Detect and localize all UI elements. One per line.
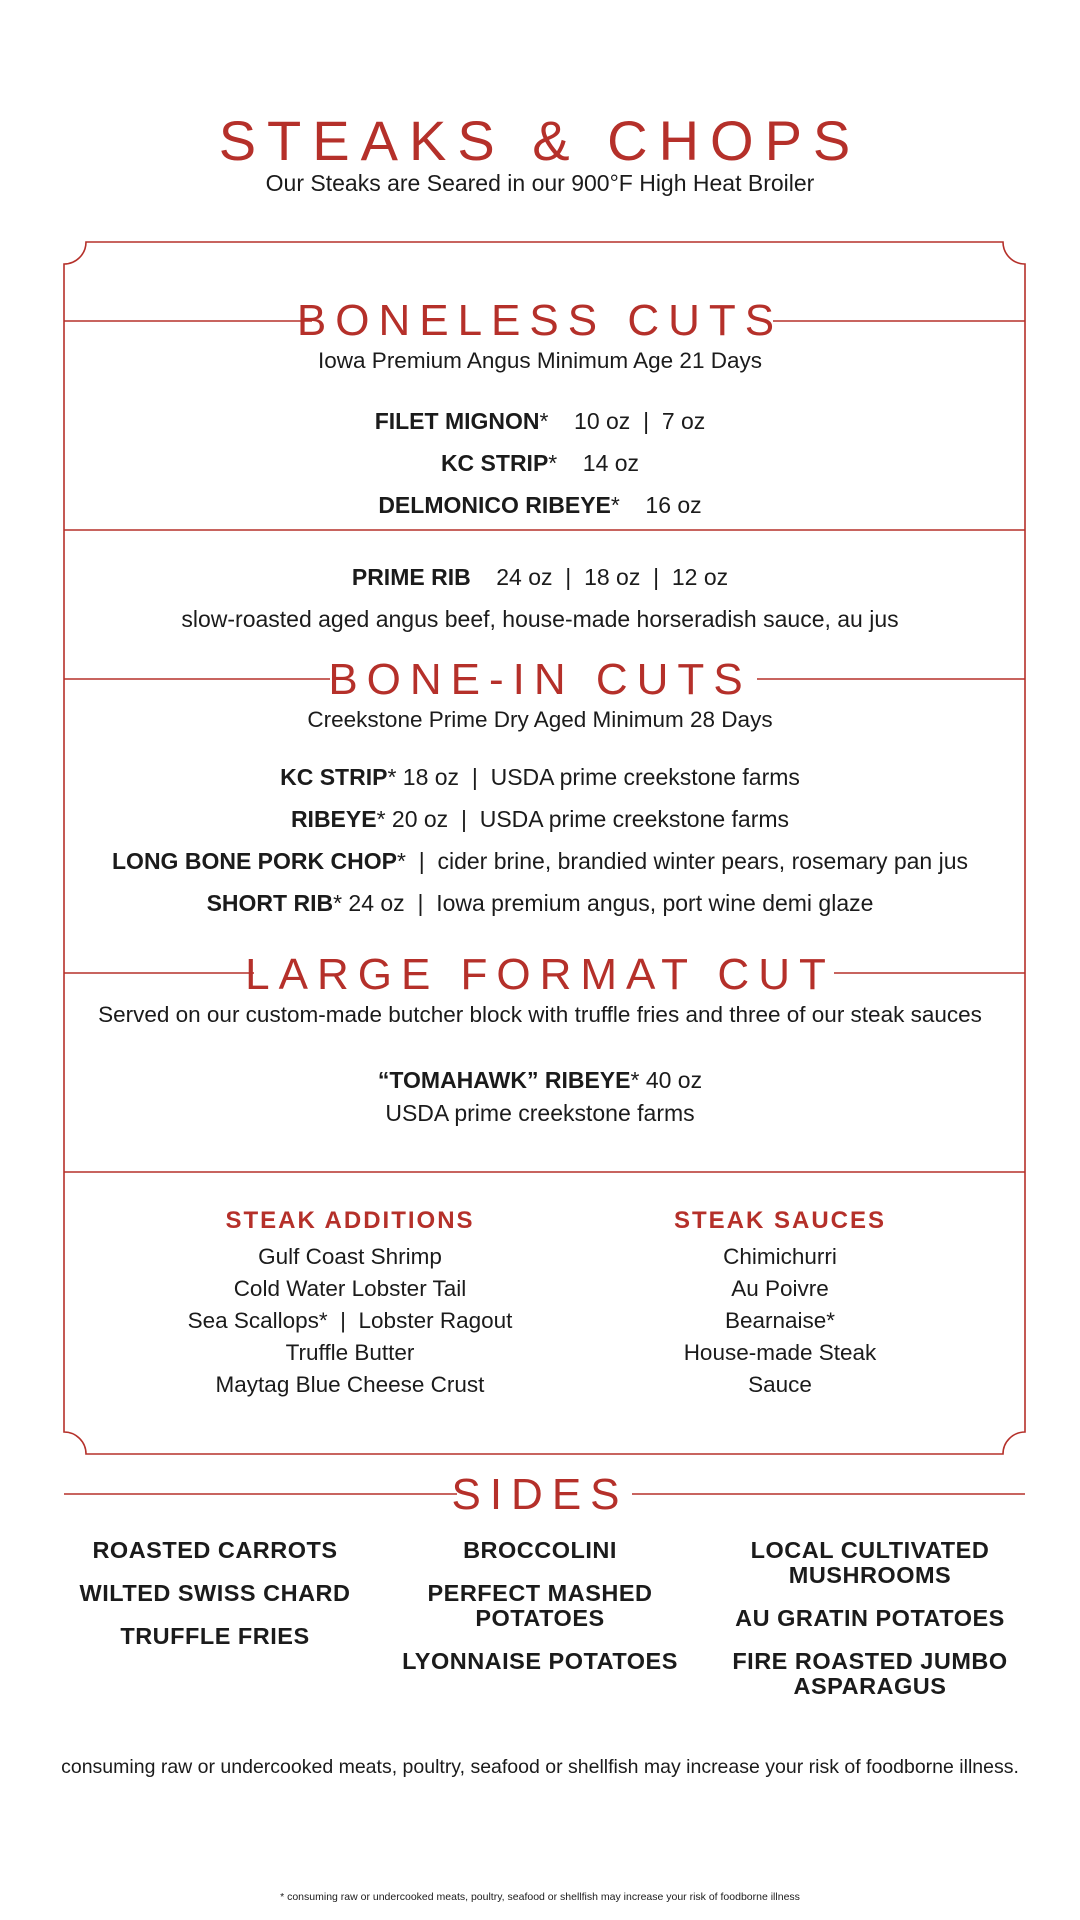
- item-detail: 18 oz | USDA prime creekstone farms: [396, 764, 800, 790]
- item-mark: *: [387, 764, 397, 790]
- steak-additions: [150, 1207, 550, 1401]
- side-item: AU GRATIN POTATOES: [735, 1605, 1005, 1631]
- side-item: PERFECT MASHED POTATOES: [427, 1580, 653, 1631]
- item-mark: *: [630, 1067, 640, 1093]
- item-detail: 10 oz | 7 oz: [574, 408, 706, 434]
- list-item: Gulf Coast Shrimp: [258, 1244, 442, 1269]
- menu-item-delmonico-ribeye: [0, 492, 1080, 519]
- section-title-bone-in: BONE-IN CUTS: [328, 655, 752, 704]
- item-detail: 14 oz: [582, 450, 640, 476]
- list-item: Bearnaise*: [724, 1308, 836, 1333]
- item-mark: *: [539, 408, 549, 434]
- item-name: KC STRIP: [440, 450, 549, 476]
- item-name: “TOMAHAWK” RIBEYE: [377, 1067, 631, 1093]
- section-subtitle-boneless: Iowa Premium Angus Minimum Age 21 Days: [318, 348, 762, 373]
- item-name: LONG BONE PORK CHOP: [112, 848, 397, 874]
- section-subtitle-bone-in: Creekstone Prime Dry Aged Minimum 28 Days: [307, 707, 773, 732]
- item-description-tomahawk: USDA prime creekstone farms: [385, 1100, 695, 1126]
- section-title-additions: STEAK ADDITIONS: [225, 1207, 475, 1234]
- item-mark: *: [548, 450, 558, 476]
- list-item: Sauce: [748, 1372, 812, 1397]
- menu-item-kc-strip-boneless: [0, 450, 1080, 477]
- item-name: PRIME RIB: [351, 564, 471, 590]
- list-item: Chimichurri: [723, 1244, 837, 1269]
- item-mark: *: [376, 806, 386, 832]
- page-subtitle: Our Steaks are Seared in our 900°F High Heat Broiler: [265, 170, 815, 196]
- list-item: House-made Steak: [683, 1340, 877, 1365]
- item-name: FILET MIGNON: [374, 408, 540, 434]
- menu-item-pork-chop: [0, 848, 1080, 875]
- menu-item-tomahawk: [0, 1067, 1080, 1094]
- sauces-list: [630, 1241, 930, 1401]
- list-item: Truffle Butter: [285, 1340, 415, 1365]
- item-detail: 24 oz | 18 oz | 12 oz: [496, 564, 729, 590]
- list-item: Maytag Blue Cheese Crust: [215, 1372, 485, 1397]
- side-item: WILTED SWISS CHARD: [79, 1580, 351, 1606]
- section-title-boneless: BONELESS CUTS: [296, 296, 784, 345]
- item-mark: *: [333, 890, 343, 916]
- menu-item-prime-rib: [0, 564, 1080, 591]
- item-description-prime-rib: slow-roasted aged angus beef, house-made horseradish sauce, au jus: [181, 606, 899, 632]
- list-item: Au Poivre: [731, 1276, 829, 1301]
- side-item: LOCAL CULTIVATED MUSHROOMS: [750, 1537, 990, 1588]
- side-item: BROCCOLINI: [463, 1537, 617, 1563]
- page-title: STEAKS & CHOPS: [218, 109, 862, 172]
- item-detail: 40 oz: [639, 1067, 703, 1093]
- item-detail: 24 oz | Iowa premium angus, port wine demi glaze: [342, 890, 874, 916]
- section-title-large-format: LARGE FORMAT CUT: [245, 950, 835, 999]
- side-item: FIRE ROASTED JUMBO ASPARAGUS: [732, 1648, 1008, 1699]
- side-item: LYONNAISE POTATOES: [402, 1648, 678, 1674]
- menu-item-short-rib: [0, 890, 1080, 917]
- list-item: Cold Water Lobster Tail: [233, 1276, 467, 1301]
- item-detail: 20 oz | USDA prime creekstone farms: [385, 806, 790, 832]
- item-mark: *: [610, 492, 620, 518]
- item-name: RIBEYE: [290, 806, 377, 832]
- list-item: Sea Scallops* | Lobster Ragout: [187, 1308, 513, 1333]
- section-title-sides: SIDES: [451, 1470, 629, 1519]
- menu-item-ribeye-bone-in: [0, 806, 1080, 833]
- section-subtitle-large-format: Served on our custom-made butcher block with truffle fries and three of our steak sauces: [98, 1002, 982, 1027]
- item-name: SHORT RIB: [206, 890, 334, 916]
- sides-column-1: [60, 1538, 370, 1667]
- sides-column-2: [385, 1538, 695, 1692]
- fine-print: * consuming raw or undercooked meats, poultry, seafood or shellfish may increase your risk of foodborne illness: [280, 1891, 800, 1903]
- item-mark: *: [396, 848, 406, 874]
- additions-list: [150, 1241, 550, 1401]
- side-item: ROASTED CARROTS: [92, 1537, 338, 1563]
- side-item: TRUFFLE FRIES: [120, 1623, 310, 1649]
- item-name: KC STRIP: [280, 764, 388, 790]
- item-name: DELMONICO RIBEYE: [378, 492, 611, 518]
- sides-column-3: [715, 1538, 1025, 1717]
- menu-item-filet-mignon: [0, 408, 1080, 435]
- item-detail: 16 oz: [645, 492, 702, 518]
- menu-item-kc-strip-bone-in: [0, 764, 1080, 791]
- section-title-sauces: STEAK SAUCES: [673, 1207, 887, 1234]
- steak-sauces: [630, 1207, 930, 1401]
- health-disclaimer: consuming raw or undercooked meats, poultry, seafood or shellfish may increase your risk of foodborne illness.: [61, 1756, 1019, 1778]
- item-detail: | cider brine, brandied winter pears, rosemary pan jus: [405, 848, 968, 874]
